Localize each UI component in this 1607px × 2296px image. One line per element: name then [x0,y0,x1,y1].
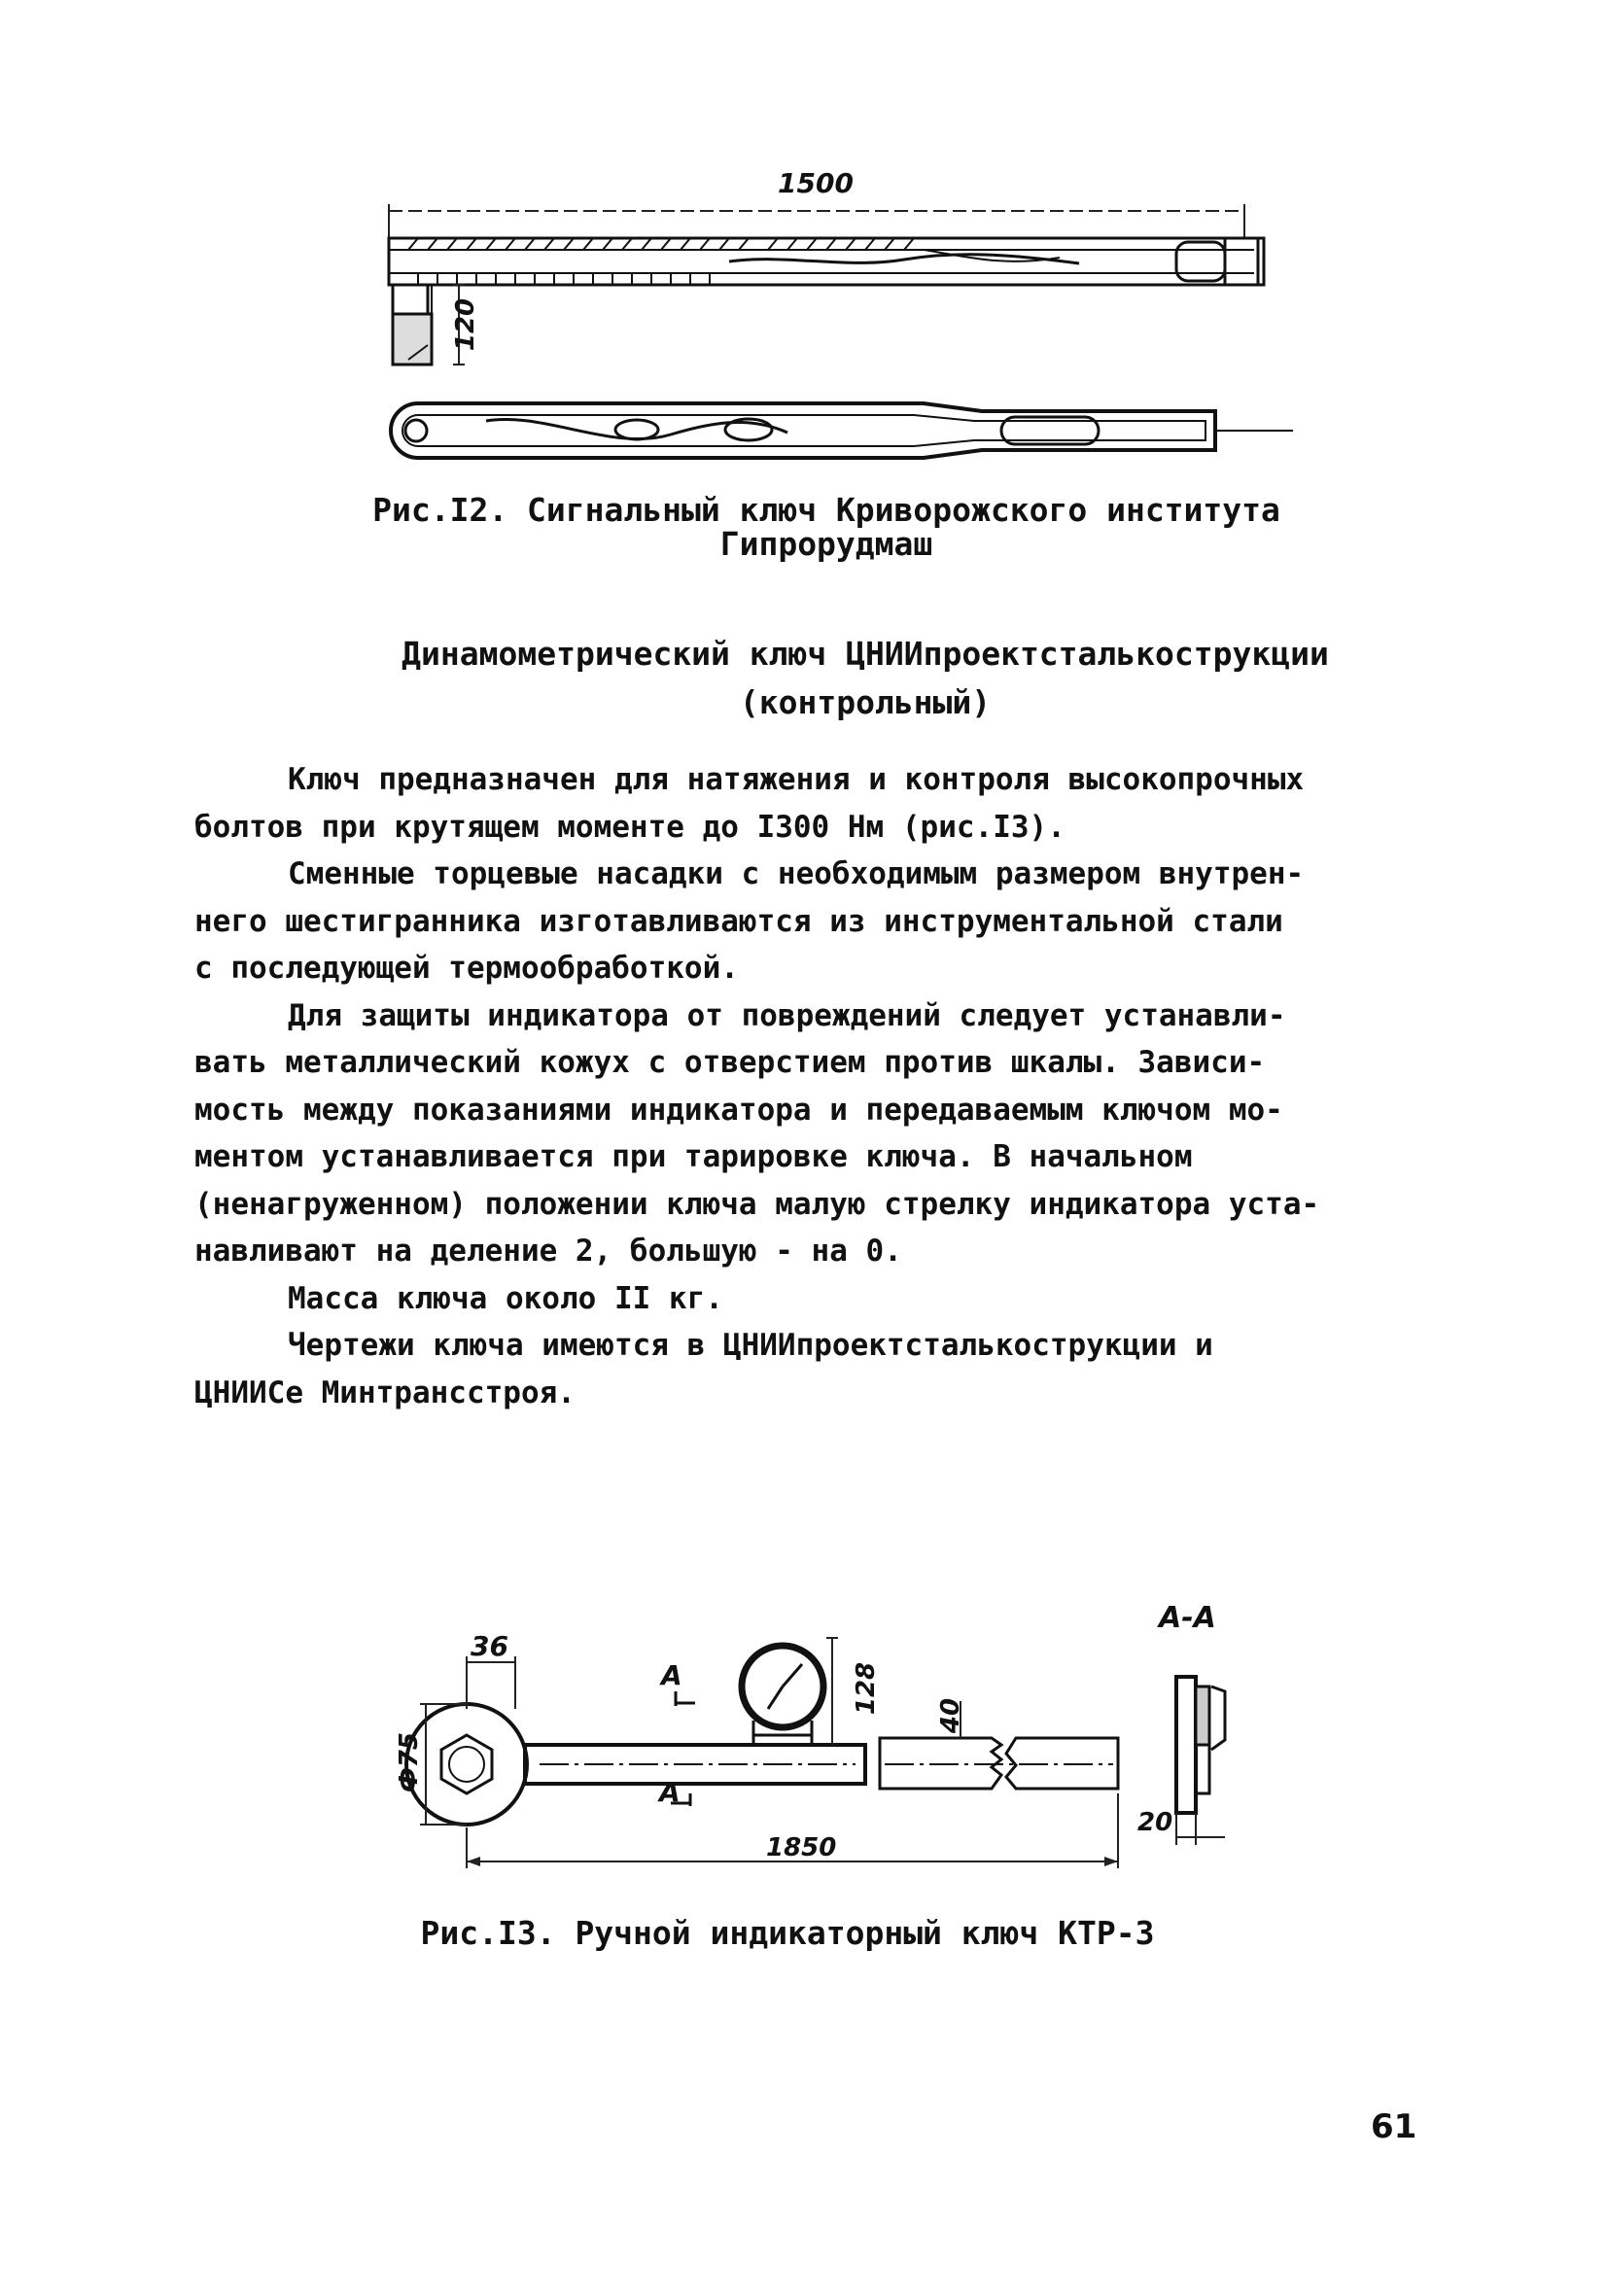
paragraph-3-line-6: навливают на деление 2, большую - на 0. [194,1234,902,1269]
figure-13-width-dim: 20 [1137,1808,1173,1837]
figure-13-caption: Рис.I3. Ручной индикаторный ключ КТР-3 [420,1914,1155,1952]
paragraph-3 [194,992,1419,1275]
paragraph-5 [194,1322,1419,1416]
paragraph-4-line-1: Масса ключа около II кг. [288,1280,723,1316]
figure-13-length-dim: 1850 [766,1833,837,1862]
paragraph-2-line-1: Сменные торцевые насадки с необходимым размером внутрен- [288,856,1305,891]
paragraph-5-line-2: ЦНИИСе Минтрансстроя. [194,1374,576,1410]
figure-13-gauge-dim: 128 [852,1661,882,1716]
page-number: 61 [1371,2107,1417,2146]
figure-12-caption [311,491,1342,563]
figure-12-drawing [379,160,1312,491]
section-heading-line1: Динамометрический ключ ЦНИИпроектсталькострукции [402,635,1329,673]
paragraph-3-line-3: мость между показаниями индикатора и передаваемым ключом мо- [194,1092,1283,1128]
paragraph-1 [194,756,1419,851]
section-heading [253,630,1478,727]
figure-12-height-dim: 120 [451,297,481,352]
paragraph-3-line-4: ментом устанавливается при тарировке ключа. В начальном [194,1139,1193,1174]
paragraph-5-line-1: Чертежи ключа имеются в ЦНИИпроектсталькострукции и [288,1328,1213,1363]
paragraph-2-line-3: с последующей термообработкой. [194,951,739,986]
figure-13-head-dim: 36 [471,1630,508,1662]
section-heading-line2: (контрольный) [739,683,992,721]
figure-12-caption-line2: Гипрорудмаш [719,524,933,563]
figure-13 [369,1594,1264,1886]
paragraph-1-line-2: болтов при крутящем моменте до I300 Нм (рис.I3). [194,809,1066,845]
paragraph-3-line-1: Для защиты индикатора от повреждений следует устанавли- [288,997,1286,1033]
figure-12-length-dim: 1500 [778,167,854,199]
figure-13-section-title: А-А [1159,1601,1216,1635]
figure-13-diameter-dim: Ф75 [394,1732,424,1792]
paragraph-2 [194,851,1419,992]
figure-12-caption-line1: Рис.I2. Сигнальный ключ Криворожского института [372,491,1280,529]
paragraph-3-line-5: (ненагруженном) положении ключа малую стрелку индикатора уста- [194,1186,1320,1222]
figure-12 [379,160,1312,491]
figure-13-section-mark-bottom: А [659,1776,681,1808]
paragraph-2-line-2: него шестигранника изготавливаются из инструментальной стали [194,903,1283,939]
body-text [194,756,1419,1416]
paragraph-1-line-1: Ключ предназначен для натяжения и контроля высокопрочных [288,762,1305,797]
figure-13-handle-dim: 40 [936,1697,966,1734]
paragraph-3-line-2: вать металлический кожух с отверстием против шкалы. Зависи- [194,1045,1266,1080]
figure-13-section-mark-top: А [661,1659,682,1691]
paragraph-4 [194,1275,1419,1323]
